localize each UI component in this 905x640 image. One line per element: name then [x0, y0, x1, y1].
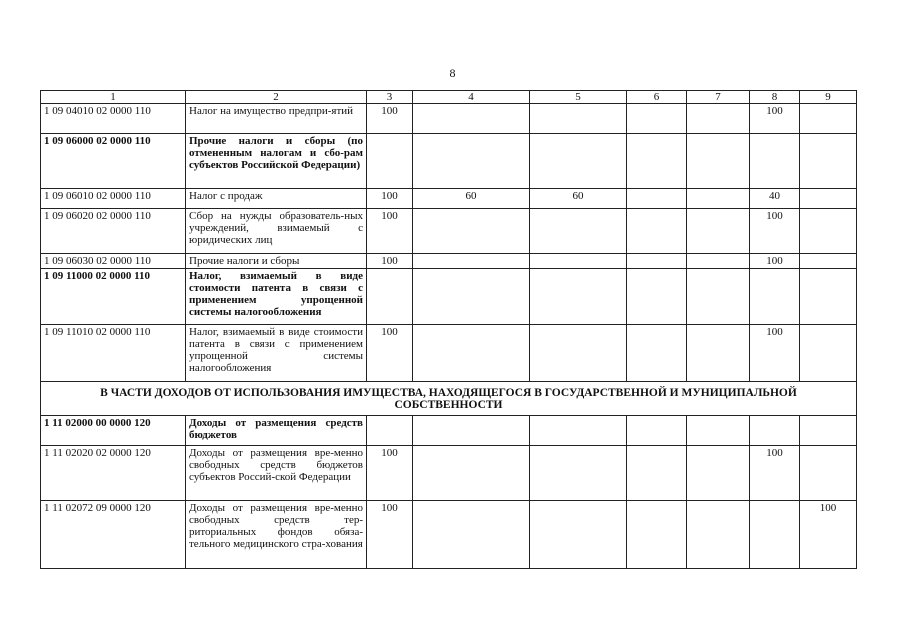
- table-row: [41, 325, 857, 382]
- col7-cell: [687, 446, 750, 501]
- table-row: [41, 209, 857, 254]
- col4-cell: [413, 104, 530, 134]
- code-cell: 1 09 06000 02 0000 110: [41, 134, 186, 189]
- col9-cell: [800, 446, 857, 501]
- code-cell: 1 11 02072 09 0000 120: [41, 501, 186, 569]
- budget-classification-table: [40, 90, 857, 569]
- column-header: 5: [530, 91, 627, 104]
- code-cell: 1 09 06030 02 0000 110: [41, 254, 186, 269]
- code-cell: 1 09 06020 02 0000 110: [41, 209, 186, 254]
- col4-cell: [413, 269, 530, 325]
- section-header-row: [41, 382, 857, 416]
- col8-cell: 40: [750, 189, 800, 209]
- col6-cell: [627, 416, 687, 446]
- column-header: 9: [800, 91, 857, 104]
- col5-cell: [530, 501, 627, 569]
- col6-cell: [627, 325, 687, 382]
- col8-cell: 100: [750, 325, 800, 382]
- col9-cell: [800, 269, 857, 325]
- code-cell: 1 11 02020 02 0000 120: [41, 446, 186, 501]
- col9-cell: [800, 325, 857, 382]
- col3-cell: [367, 416, 413, 446]
- col5-cell: 60: [530, 189, 627, 209]
- col9-cell: 100: [800, 501, 857, 569]
- col7-cell: [687, 254, 750, 269]
- col5-cell: [530, 209, 627, 254]
- col6-cell: [627, 189, 687, 209]
- table-row: [41, 446, 857, 501]
- col9-cell: [800, 189, 857, 209]
- col4-cell: [413, 501, 530, 569]
- code-cell: 1 11 02000 00 0000 120: [41, 416, 186, 446]
- name-cell: Налог, взимаемый в виде стоимости патента в связи с применением упрощенной системы налогообложения: [186, 269, 367, 325]
- col7-cell: [687, 501, 750, 569]
- table-row: [41, 254, 857, 269]
- column-header: 1: [41, 91, 186, 104]
- col6-cell: [627, 209, 687, 254]
- col7-cell: [687, 189, 750, 209]
- col6-cell: [627, 501, 687, 569]
- name-cell: Сбор на нужды образователь-ных учреждений, взимаемый с юридических лиц: [186, 209, 367, 254]
- col3-cell: 100: [367, 325, 413, 382]
- page-number: 8: [449, 66, 456, 80]
- col5-cell: [530, 269, 627, 325]
- column-number-row: [41, 91, 857, 104]
- col6-cell: [627, 104, 687, 134]
- col8-cell: 100: [750, 104, 800, 134]
- code-cell: 1 09 11010 02 0000 110: [41, 325, 186, 382]
- col8-cell: [750, 416, 800, 446]
- col3-cell: 100: [367, 104, 413, 134]
- code-cell: 1 09 04010 02 0000 110: [41, 104, 186, 134]
- col8-cell: 100: [750, 254, 800, 269]
- col6-cell: [627, 446, 687, 501]
- col3-cell: [367, 134, 413, 189]
- table-row: [41, 134, 857, 189]
- column-header: 8: [750, 91, 800, 104]
- column-header: 3: [367, 91, 413, 104]
- code-cell: 1 09 06010 02 0000 110: [41, 189, 186, 209]
- col6-cell: [627, 254, 687, 269]
- col6-cell: [627, 134, 687, 189]
- col5-cell: [530, 254, 627, 269]
- col3-cell: 100: [367, 189, 413, 209]
- table-row: [41, 416, 857, 446]
- col7-cell: [687, 325, 750, 382]
- name-cell: Прочие налоги и сборы (по отмененным налогам и сбо-рам субъектов Российской Федерации): [186, 134, 367, 189]
- col5-cell: [530, 325, 627, 382]
- col4-cell: [413, 325, 530, 382]
- col5-cell: [530, 134, 627, 189]
- name-cell: Налог с продаж: [186, 189, 367, 209]
- column-header: 7: [687, 91, 750, 104]
- col5-cell: [530, 416, 627, 446]
- col3-cell: 100: [367, 209, 413, 254]
- col7-cell: [687, 209, 750, 254]
- col3-cell: 100: [367, 501, 413, 569]
- col7-cell: [687, 269, 750, 325]
- col4-cell: [413, 446, 530, 501]
- col7-cell: [687, 104, 750, 134]
- col9-cell: [800, 134, 857, 189]
- name-cell: Доходы от размещения вре-менно свободных средств бюджетов субъектов Россий-ской Федерации: [186, 446, 367, 501]
- col4-cell: [413, 254, 530, 269]
- column-header: 2: [186, 91, 367, 104]
- table-row: [41, 104, 857, 134]
- name-cell: Доходы от размещения вре-менно свободных средств тер-риториальных фондов обяза-тельного медицинского стра-хования: [186, 501, 367, 569]
- col8-cell: 100: [750, 446, 800, 501]
- column-header: 6: [627, 91, 687, 104]
- col4-cell: 60: [413, 189, 530, 209]
- col3-cell: [367, 269, 413, 325]
- col9-cell: [800, 416, 857, 446]
- name-cell: Налог, взимаемый в виде стоимости патента в связи с применением упрощенной системы налогообложения: [186, 325, 367, 382]
- code-cell: 1 09 11000 02 0000 110: [41, 269, 186, 325]
- section-title: В ЧАСТИ ДОХОДОВ ОТ ИСПОЛЬЗОВАНИЯ ИМУЩЕСТВА, НАХОДЯЩЕГОСЯ В ГОСУДАРСТВЕННОЙ И МУНИЦИПАЛЬНОЙ СОБСТВЕННОСТИ: [41, 382, 857, 416]
- col9-cell: [800, 254, 857, 269]
- col4-cell: [413, 209, 530, 254]
- table-row: [41, 501, 857, 569]
- col4-cell: [413, 134, 530, 189]
- col9-cell: [800, 209, 857, 254]
- col3-cell: 100: [367, 254, 413, 269]
- col8-cell: [750, 501, 800, 569]
- col9-cell: [800, 104, 857, 134]
- col4-cell: [413, 416, 530, 446]
- col6-cell: [627, 269, 687, 325]
- name-cell: Налог на имущество предпри-ятий: [186, 104, 367, 134]
- col7-cell: [687, 416, 750, 446]
- col8-cell: 100: [750, 209, 800, 254]
- name-cell: Прочие налоги и сборы: [186, 254, 367, 269]
- name-cell: Доходы от размещения средств бюджетов: [186, 416, 367, 446]
- col7-cell: [687, 134, 750, 189]
- col3-cell: 100: [367, 446, 413, 501]
- table-row: [41, 189, 857, 209]
- col5-cell: [530, 446, 627, 501]
- table-row: [41, 269, 857, 325]
- col8-cell: [750, 269, 800, 325]
- col8-cell: [750, 134, 800, 189]
- column-header: 4: [413, 91, 530, 104]
- col5-cell: [530, 104, 627, 134]
